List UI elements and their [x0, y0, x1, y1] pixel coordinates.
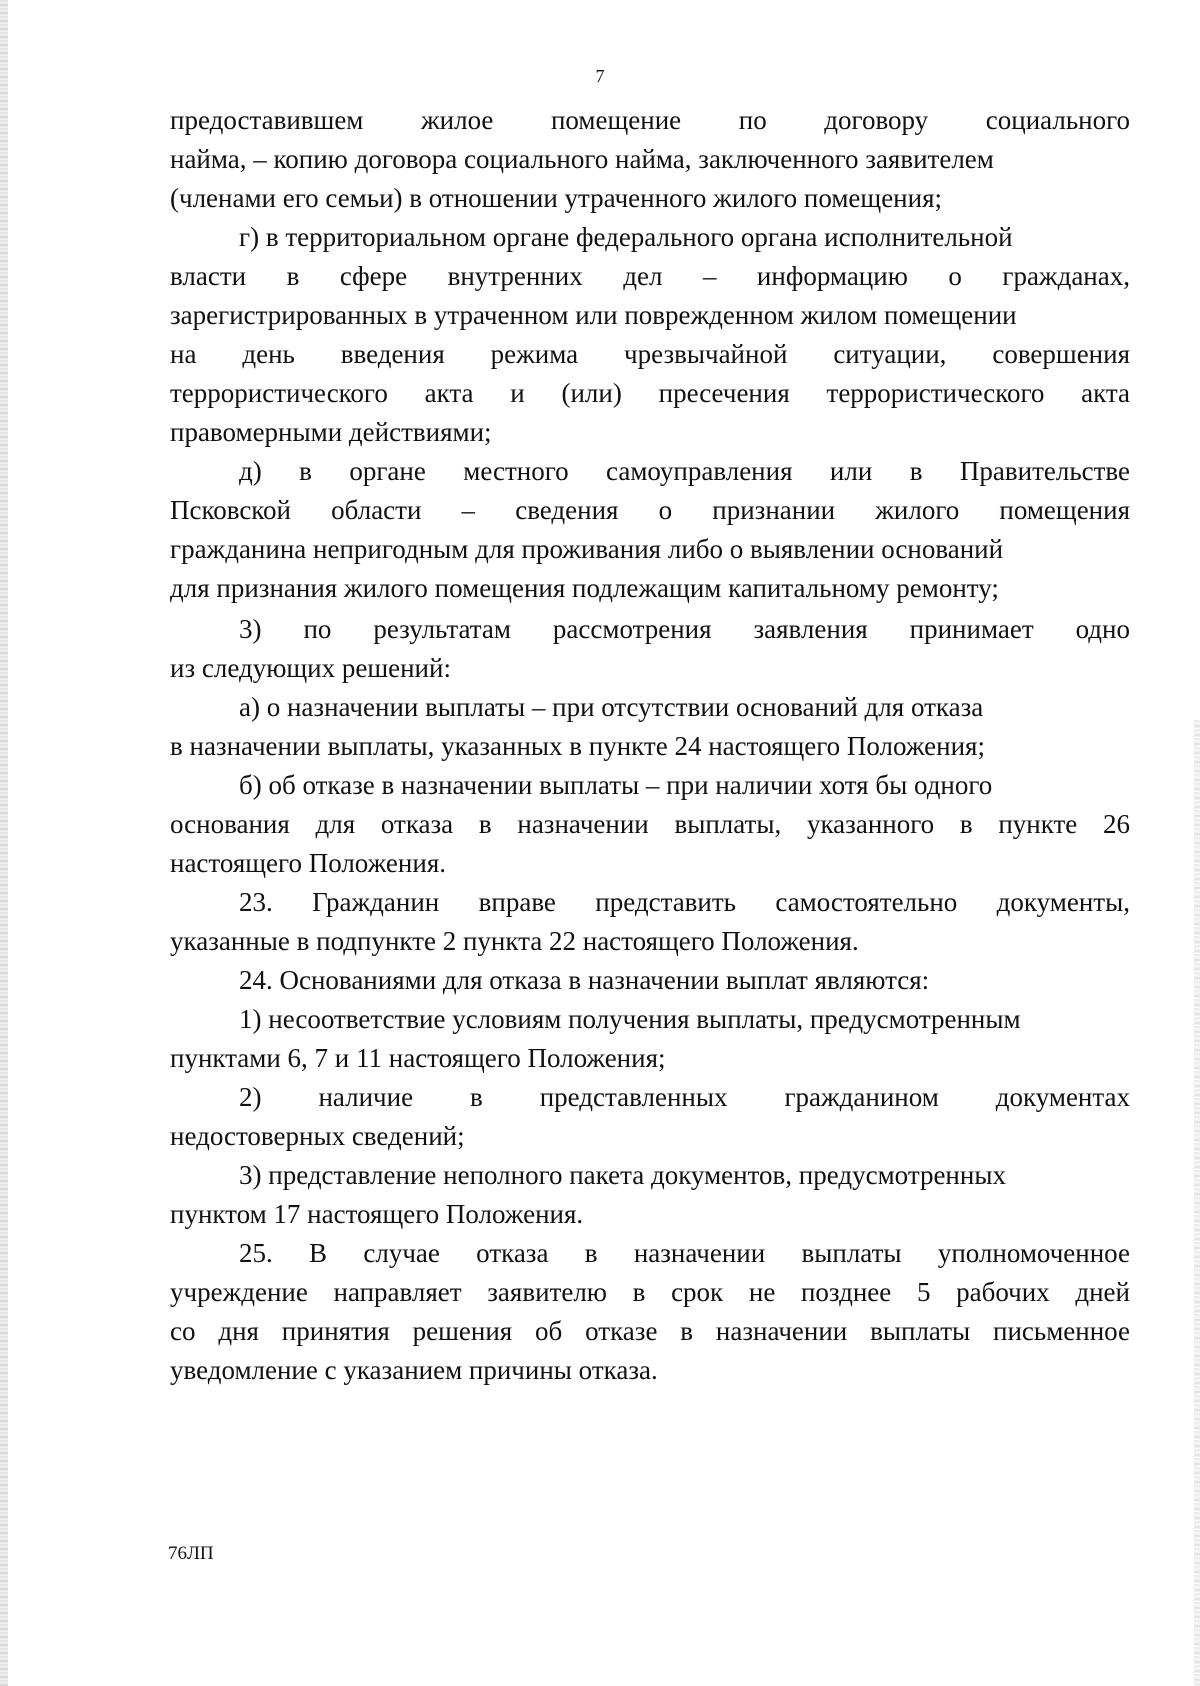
text-line: учреждение направляет заявителю в срок не позднее 5 рабочих дней: [170, 1277, 1130, 1307]
text-line: недостоверных сведений;: [170, 1121, 465, 1151]
text-line: а) о назначении выплаты – при отсутствии оснований для отказа: [239, 692, 984, 722]
text-line: со дня принятия решения об отказе в назначении выплаты письменное: [170, 1316, 1130, 1346]
page-number: 7: [595, 66, 605, 86]
text-line: для признания жилого помещения подлежащим капитальному ремонту;: [170, 573, 999, 603]
text-line: пунктом 17 настоящего Положения.: [170, 1199, 584, 1229]
text-line: зарегистрированных в утраченном или поврежденном жилом помещении: [170, 300, 1017, 330]
text-line: из следующих решений:: [170, 653, 451, 683]
text-line: уведомление с указанием причины отказа.: [170, 1355, 658, 1385]
text-line: террористического акта и (или) пресечения террористического акта: [170, 378, 1130, 408]
text-line: указанные в подпункте 2 пункта 22 настоящего Положения.: [170, 926, 859, 956]
text-line: 24. Основаниями для отказа в назначении выплат являются:: [239, 965, 930, 995]
text-line: б) об отказе в назначении выплаты – при наличии хотя бы одного: [239, 770, 993, 800]
text-line: Псковской области – сведения о признании жилого помещения: [170, 495, 1130, 525]
text-line: 2) наличие в представленных гражданином документах: [239, 1082, 1130, 1112]
text-line: 1) несоответствие условиям получения выплаты, предусмотренным: [239, 1004, 1021, 1034]
text-line: на день введения режима чрезвычайной ситуации, совершения: [170, 339, 1130, 369]
text-line: 23. Гражданин вправе представить самостоятельно документы,: [239, 887, 1130, 917]
text-line: 25. В случае отказа в назначении выплаты уполномоченное: [239, 1238, 1130, 1268]
text-line: в назначении выплаты, указанных в пункте 24 настоящего Положения;: [170, 731, 985, 761]
text-line: пунктами 6, 7 и 11 настоящего Положения;: [170, 1043, 666, 1073]
text-line: г) в территориальном органе федерального органа исполнительной: [239, 222, 1013, 252]
text-line: (членами его семьи) в отношении утраченного жилого помещения;: [170, 183, 943, 213]
text-line: 3) по результатам рассмотрения заявления принимает одно: [239, 614, 1130, 644]
scan-edge-right: [1194, 720, 1200, 1686]
text-line: настоящего Положения.: [170, 848, 446, 878]
text-line: найма, – копию договора социального найма, заключенного заявителем: [170, 144, 994, 174]
text-line: д) в органе местного самоуправления или в Правительстве: [239, 456, 1130, 486]
text-line: власти в сфере внутренних дел – информацию о гражданах,: [170, 261, 1130, 291]
text-line: 3) представление неполного пакета документов, предусмотренных: [239, 1160, 1006, 1190]
scan-edge-left: [0, 0, 8, 1686]
text-line: основания для отказа в назначении выплаты, указанного в пункте 26: [170, 809, 1130, 839]
text-line: правомерными действиями;: [170, 417, 492, 447]
text-line: предоставившем жилое помещение по договору социального: [170, 105, 1130, 135]
document-code: 76ЛП: [168, 1543, 214, 1564]
text-line: гражданина непригодным для проживания либо о выявлении оснований: [170, 534, 1004, 564]
